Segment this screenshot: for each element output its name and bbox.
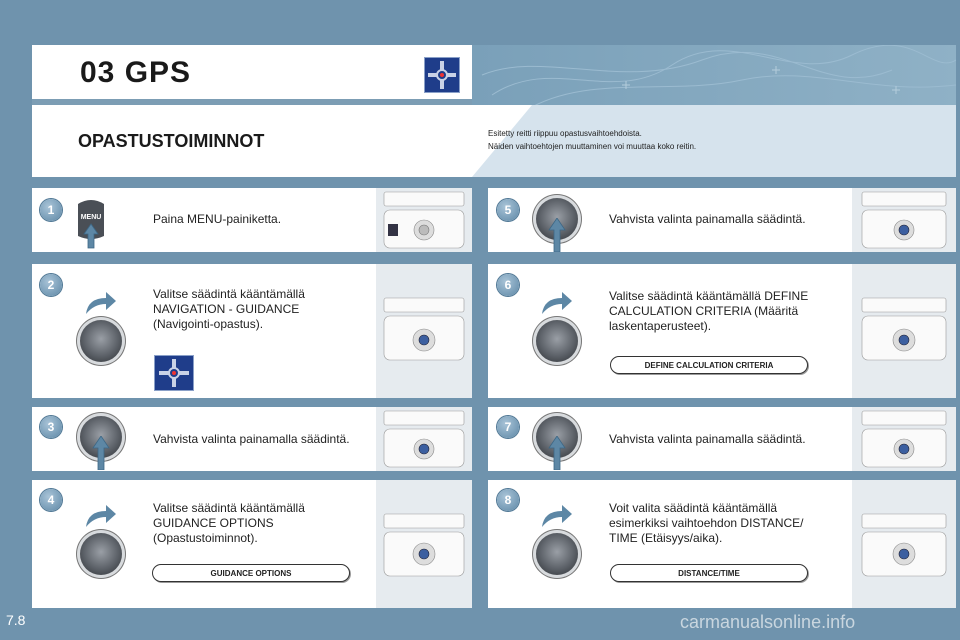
section-note-line-2: Näiden vaihtoehtojen muuttaminen voi muuttaa koko reitin. [488, 142, 697, 151]
step-text-4: Valitse säädintä kääntämällä GUIDANCE OPTIONS (Opastustoiminnot). [153, 501, 305, 545]
gps-crosshair-icon [424, 57, 460, 93]
header-map-decoration [472, 45, 956, 107]
press-arrow-icon [548, 218, 566, 252]
step-text-3: Vahvista valinta painamalla säädintä. [153, 432, 350, 446]
control-panel-icon [376, 480, 472, 608]
menu-option-guidance-options: GUIDANCE OPTIONS [152, 564, 350, 582]
rotate-arrow-icon [82, 292, 118, 316]
section-title: OPASTUSTOIMINNOT [78, 131, 265, 151]
control-panel-icon [376, 188, 472, 252]
control-panel-icon [852, 480, 956, 608]
step-text-6: Valitse säädintä kääntämällä DEFINE CALCULATION CRITERIA (Määritä laskentaperusteet). [609, 289, 809, 333]
page-number: 7.8 [6, 612, 26, 628]
press-arrow-icon [548, 436, 566, 470]
rotate-arrow-icon [538, 292, 574, 316]
menu-button-label: MENU [80, 214, 102, 221]
rotary-knob-icon [536, 320, 578, 362]
control-panel-icon [376, 264, 472, 398]
step-number-6: 6 [497, 274, 519, 296]
chapter-title: 03 GPS [80, 56, 192, 89]
rotate-arrow-icon [82, 505, 118, 529]
menu-option-define-calculation-criteria: DEFINE CALCULATION CRITERIA [610, 356, 808, 374]
rotate-arrow-icon [538, 505, 574, 529]
section-note [488, 127, 788, 153]
rotary-knob-icon [80, 320, 122, 362]
menu-button-icon [76, 196, 106, 250]
step-number-7: 7 [497, 416, 519, 438]
section-note-line-1: Esitetty reitti riippuu opastusvaihtoehdoista. [488, 129, 642, 138]
watermark: carmanualsonline.info [680, 612, 856, 632]
menu-option-distance-time: DISTANCE/TIME [610, 564, 808, 582]
step-number-2: 2 [40, 274, 62, 296]
rotary-knob-icon [80, 533, 122, 575]
control-panel-icon [376, 407, 472, 471]
rotary-knob-icon [536, 533, 578, 575]
step-number-5: 5 [497, 199, 519, 221]
control-panel-icon [852, 188, 956, 252]
step-text-5: Vahvista valinta painamalla säädintä. [609, 212, 806, 226]
step-text-1: Paina MENU-painiketta. [153, 212, 282, 226]
step-number-8: 8 [497, 489, 519, 511]
step-text-8: Voit valita säädintä kääntämällä esimerkiksi vaihtoehdon DISTANCE/ TIME (Etäisyys/aika). [609, 501, 804, 545]
step-number-3: 3 [40, 416, 62, 438]
press-arrow-icon [92, 436, 110, 470]
step-number-4: 4 [40, 489, 62, 511]
step-text-7: Vahvista valinta painamalla säädintä. [609, 432, 806, 446]
step-number-1: 1 [40, 199, 62, 221]
step-text-2: Valitse säädintä kääntämällä NAVIGATION - GUIDANCE (Navigointi-opastus). [153, 287, 305, 331]
gps-crosshair-icon [154, 355, 194, 391]
control-panel-icon [852, 264, 956, 398]
control-panel-icon [852, 407, 956, 471]
